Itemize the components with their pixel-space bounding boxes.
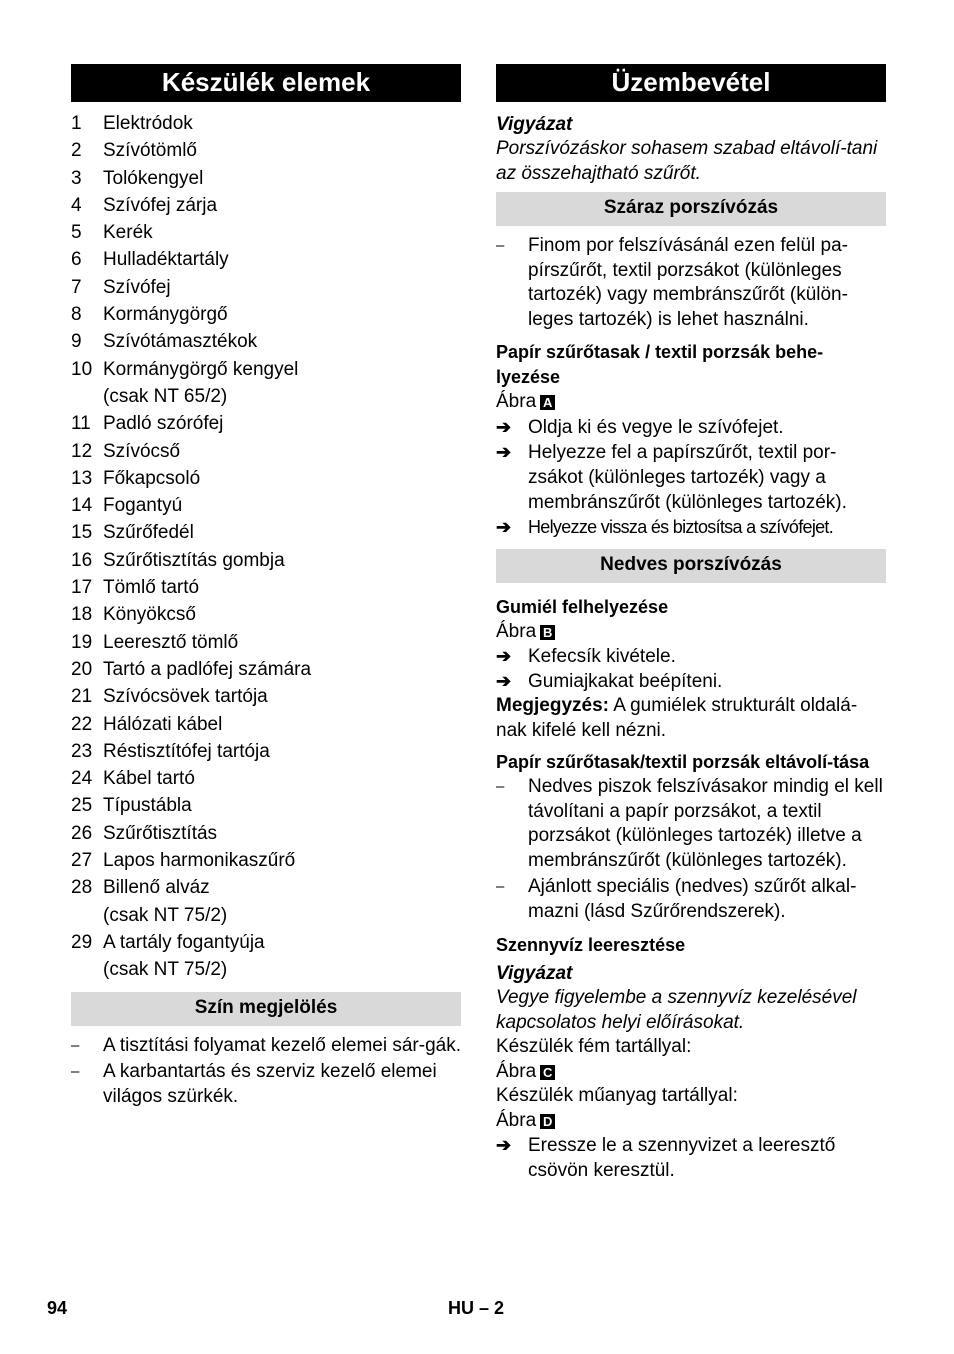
arrow-right-icon: ➔: [496, 671, 512, 691]
component-number: 25: [71, 795, 93, 817]
component-item: [71, 219, 461, 246]
dry-bullet: – Finom por felszívásánál ezen felül pa-pírszűrőt, textil porzsákot (különleges tartozék) vagy membránszűrőt (külön-leges tartozék) is lehet használni.: [496, 234, 886, 332]
component-item: [71, 547, 461, 574]
paper-remove-bullet: – Nedves piszok felszívásakor mindig el kell távolítani a papír porzsákot, a textil porzsákot (különleges tartozék) illetve a membránszűrőt (különleges tartozék).: [496, 775, 886, 873]
components-list: [71, 110, 461, 984]
component-label: Lapos harmonikaszűrő: [103, 850, 296, 872]
step-item: ➔ Helyezze vissza és biztosítsa a szívófejet.: [496, 515, 886, 540]
component-number: 6: [71, 249, 82, 271]
component-number: 11: [71, 413, 91, 435]
component-label: Kábel tartó: [103, 768, 195, 790]
component-item: [71, 847, 461, 874]
component-label: Szívócsövek tartója: [103, 686, 268, 708]
component-item: [71, 738, 461, 765]
step-item: ➔ Helyezze fel a papírszűrőt, textil por-zsákot (különleges tartozék) vagy a membránszűrőt (különleges tartozék).: [496, 441, 847, 513]
component-item: [71, 683, 461, 710]
component-item: [71, 137, 461, 164]
component-label: Könyökcső: [103, 604, 196, 626]
section-title-startup: Üzembevétel: [496, 64, 886, 102]
arrow-right-icon: ➔: [496, 416, 512, 437]
component-item: [71, 519, 461, 546]
component-label: Kormánygörgő kengyel: [103, 358, 299, 380]
component-number: 16: [71, 549, 93, 571]
component-item: [71, 438, 461, 465]
figure-a-badge: A: [540, 395, 555, 410]
component-label: Tartó a padlófej számára: [103, 658, 312, 680]
component-label: Szívófej zárja: [103, 194, 218, 216]
component-label: Szűrőfedél: [103, 522, 194, 544]
section-title-dry: Száraz porszívózás: [496, 192, 886, 226]
component-number: 8: [71, 304, 82, 326]
component-label: Billenő alváz: [103, 877, 210, 899]
left-column: [71, 64, 461, 1111]
drain-caution-text: Vegye figyelembe a szennyvíz kezelésével kapcsolatos helyi előírásokat.: [496, 987, 857, 1033]
component-label: Hulladéktartály: [103, 249, 229, 271]
component-item: [71, 383, 461, 410]
component-item: [71, 356, 461, 383]
figure-b-badge: B: [540, 625, 555, 640]
component-label: Kormánygörgő: [103, 304, 228, 326]
component-number: 26: [71, 822, 93, 844]
dash-bullet-icon: –: [496, 237, 505, 254]
figure-c-badge: C: [540, 1065, 555, 1080]
drain-caution-label: Vigyázat: [496, 963, 573, 984]
step-item: ➔ Eressze le a szennyvizet a leeresztő csövön keresztül.: [496, 1135, 836, 1181]
component-number: 23: [71, 740, 93, 762]
component-item: [71, 656, 461, 683]
figure-d-badge: D: [540, 1114, 555, 1129]
component-item: [71, 246, 461, 273]
component-number: 18: [71, 604, 93, 626]
component-item: [71, 629, 461, 656]
paper-insert-title: Papír szűrőtasak / textil porzsák behe-lyezése: [496, 342, 824, 387]
note: Megjegyzés: A gumiélek strukturált oldalá-nak kifelé kell nézni.: [496, 695, 858, 741]
component-item: [71, 192, 461, 219]
component-number: 24: [71, 768, 93, 790]
component-number: 28: [71, 877, 93, 899]
color-bullet: – A karbantartás és szerviz kezelő elemei világos szürkék.: [71, 1060, 461, 1109]
step-item: ➔ Oldja ki és vegye le szívófejet.: [496, 416, 784, 438]
arrow-right-icon: ➔: [496, 1135, 512, 1155]
component-item: [71, 274, 461, 301]
component-number: 14: [71, 495, 93, 517]
component-number: 17: [71, 577, 93, 599]
component-item: [71, 574, 461, 601]
component-label: Szűrőtisztítás gombja: [103, 549, 285, 571]
component-item: [71, 165, 461, 192]
component-item: [71, 601, 461, 628]
component-number: 27: [71, 850, 93, 872]
dash-bullet-icon: –: [496, 778, 505, 795]
page-number: 94: [47, 1298, 68, 1318]
component-item: [71, 492, 461, 519]
section-title-wet: Nedves porszívózás: [496, 549, 886, 583]
figure-ref-d: Ábra D: [496, 1109, 886, 1134]
component-number: 12: [71, 440, 93, 462]
right-column: [496, 64, 886, 1183]
component-number: 10: [71, 358, 93, 380]
arrow-right-icon: ➔: [496, 646, 512, 666]
component-number: [71, 956, 103, 983]
component-label: Kerék: [103, 222, 153, 244]
component-number: 1: [71, 113, 82, 134]
figure-ref-c: Ábra C: [496, 1060, 886, 1085]
metal-tank-text: Készülék fém tartállyal:: [496, 1036, 692, 1057]
component-label: (csak NT 65/2): [103, 385, 228, 407]
component-item: [71, 110, 461, 137]
footer-language-page: HU – 2: [448, 1298, 505, 1318]
caution-text: Porszívózáskor sohasem szabad eltávolí-tani az összehajtható szűrőt.: [496, 138, 878, 184]
dash-bullet-icon: –: [496, 878, 505, 895]
component-number: 15: [71, 522, 93, 544]
component-number: 4: [71, 194, 82, 216]
component-label: Szívócső: [103, 440, 181, 462]
component-item: [71, 328, 461, 355]
component-number: 20: [71, 658, 93, 680]
component-number: [71, 383, 103, 410]
step-item: ➔ Gumiajkakat beépíteni.: [496, 671, 723, 692]
caution-label: Vigyázat: [496, 114, 573, 135]
component-label: (csak NT 75/2): [103, 959, 228, 981]
figure-ref-b: Ábra B: [496, 620, 886, 645]
component-label: Leeresztő tömlő: [103, 631, 239, 653]
component-item: [71, 820, 461, 847]
component-label: Tolókengyel: [103, 167, 204, 189]
component-number: 19: [71, 631, 93, 653]
dash-bullet-icon: –: [71, 1063, 80, 1080]
component-number: 29: [71, 931, 93, 953]
component-number: 22: [71, 713, 93, 735]
component-number: 5: [71, 222, 82, 244]
component-number: 21: [71, 686, 93, 708]
arrow-right-icon: ➔: [496, 516, 512, 537]
dash-bullet-icon: –: [71, 1036, 80, 1054]
component-item: [71, 792, 461, 819]
component-label: Típustábla: [103, 795, 192, 817]
component-label: Főkapcsoló: [103, 467, 201, 489]
paper-remove-title: Papír szűrőtasak/textil porzsák eltávolí-tása: [496, 752, 870, 772]
drain-title: Szennyvíz leeresztése: [496, 935, 686, 955]
rubber-title: Gumiél felhelyezése: [496, 596, 669, 617]
component-label: Szívótömlő: [103, 140, 197, 162]
component-item: [71, 929, 461, 956]
component-item: [71, 902, 461, 929]
component-number: 9: [71, 331, 82, 353]
component-label: (csak NT 75/2): [103, 904, 228, 926]
component-label: Szűrőtisztítás: [103, 822, 218, 844]
component-item: [71, 410, 461, 437]
component-number: 2: [71, 140, 82, 162]
section-title-color: Szín megjelölés: [71, 992, 461, 1026]
paper-remove-bullet: – Ajánlott speciális (nedves) szűrőt alkal-mazni (lásd Szűrőrendszerek).: [496, 875, 886, 924]
component-number: 3: [71, 167, 82, 189]
section-title-components: Készülék elemek: [71, 64, 461, 102]
component-item: [71, 956, 461, 983]
plastic-tank-text: Készülék műanyag tartállyal:: [496, 1085, 738, 1106]
color-bullet: – A tisztítási folyamat kezelő elemei sár-gák.: [71, 1034, 461, 1059]
component-item: [71, 465, 461, 492]
component-label: Réstisztítófej tartója: [103, 740, 270, 762]
component-number: [71, 902, 103, 929]
component-label: A tartály fogantyúja: [103, 931, 265, 953]
component-label: Szívótámasztékok: [103, 331, 258, 353]
figure-ref-a: Ábra A: [496, 390, 886, 415]
arrow-right-icon: ➔: [496, 441, 512, 462]
step-item: ➔ Kefecsík kivétele.: [496, 646, 676, 667]
component-label: Elektródok: [103, 113, 193, 134]
component-item: [71, 301, 461, 328]
component-label: Padló szórófej: [103, 413, 224, 435]
component-label: Fogantyú: [103, 495, 183, 517]
component-item: [71, 765, 461, 792]
component-label: Szívófej: [103, 276, 171, 298]
component-number: 13: [71, 467, 93, 489]
component-number: 7: [71, 276, 82, 298]
component-item: [71, 711, 461, 738]
component-label: Hálózati kábel: [103, 713, 223, 735]
component-item: [71, 874, 461, 901]
component-label: Tömlő tartó: [103, 577, 200, 599]
